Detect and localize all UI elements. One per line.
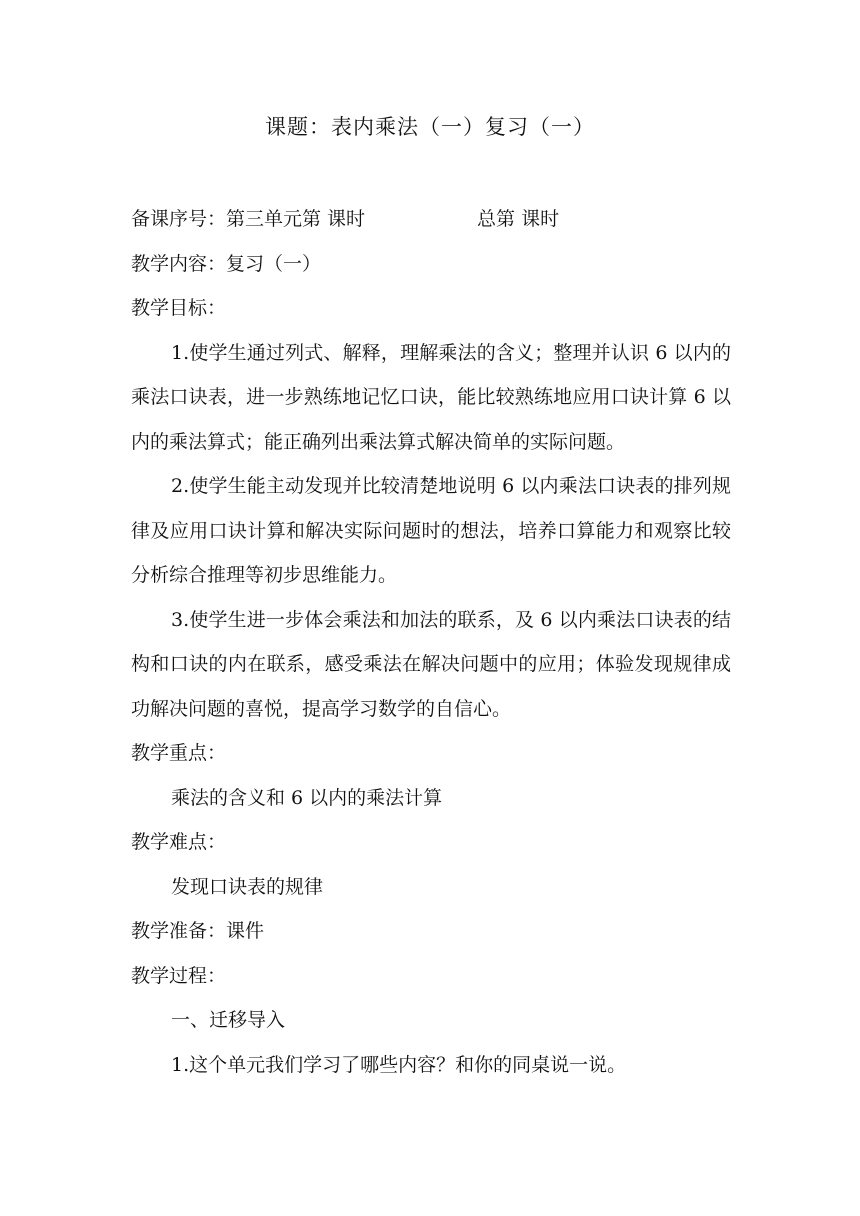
preparation-line: 教学准备：课件: [131, 920, 265, 942]
lesson-number-label: 备课序号：第三单元第 课时: [131, 208, 366, 230]
difficulties-heading: 教学难点：: [131, 831, 227, 853]
difficulties-text: 发现口诀表的规律: [171, 875, 324, 898]
objective-2: 2.使学生能主动发现并比较清楚地说明 6 以内乘法口诀表的排列规律及应用口诀计算和解决实际问题时的想法，培养口算能力和观察比较分析综合推理等初步思维能力。: [131, 475, 731, 586]
objective-1: 1.使学生通过列式、解释，理解乘法的含义；整理并认识 6 以内的乘法口诀表，进一步熟练地记忆口诀，能比较熟练地应用口诀计算 6 以内的乘法算式；能正确列出乘法算式解决简单的实际问题。: [131, 341, 731, 453]
document-title: 课题：表内乘法（一）复习（一）: [265, 115, 595, 139]
key-points-text: 乘法的含义和 6 以内的乘法计算: [171, 786, 443, 809]
lesson-total-label: 总第 课时: [477, 208, 560, 230]
process-heading: 教学过程：: [131, 964, 227, 987]
objectives-heading: 教学目标：: [131, 297, 227, 319]
lesson-number-line: [131, 197, 731, 242]
teaching-content: 教学内容：复习（一）: [131, 252, 322, 275]
objective-3: 3.使学生进一步体会乘法和加法的联系，及 6 以内乘法口诀表的结构和口诀的内在联系，感受乘法在解决问题中的应用；体验发现规律成功解决问题的喜悦，提高学习数学的自信心。: [131, 608, 731, 720]
document-body: [131, 197, 731, 1087]
section-heading-1: 一、迁移导入: [171, 1009, 286, 1031]
step-1: 1.这个单元我们学习了哪些内容？和你的同桌说一说。: [171, 1053, 627, 1076]
key-points-heading: 教学重点：: [131, 742, 227, 764]
